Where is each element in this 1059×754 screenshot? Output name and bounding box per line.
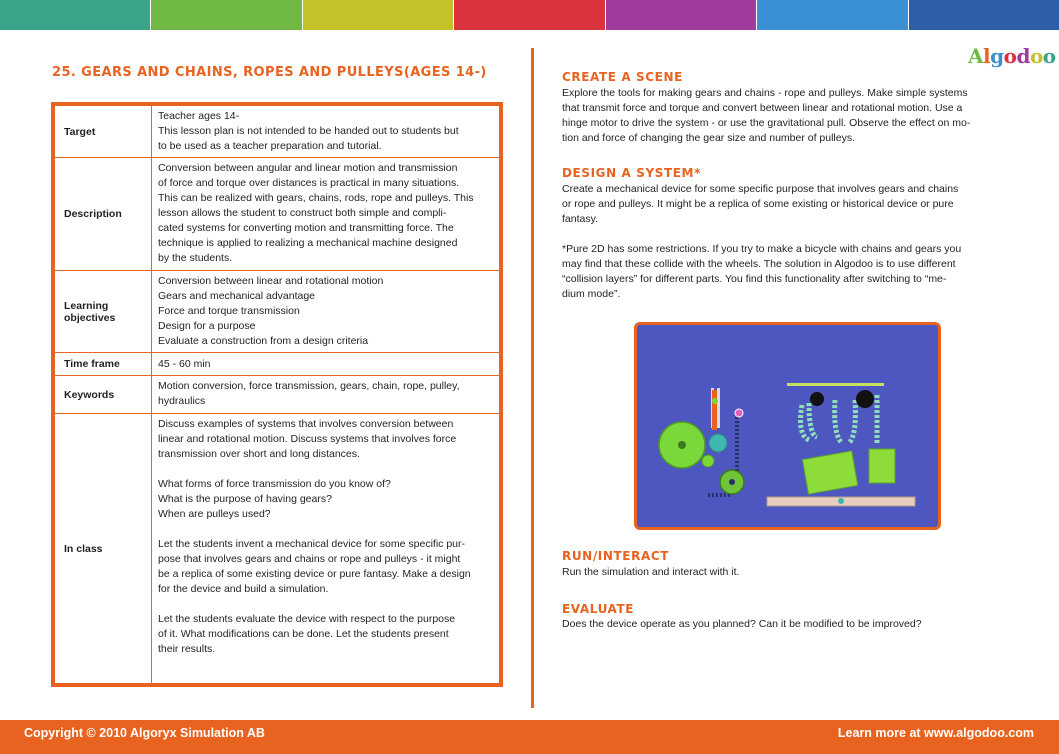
color-bar-segment: [605, 0, 756, 30]
paragraph: [158, 612, 492, 657]
simulation-illustration: [637, 325, 938, 527]
text-line: Conversion between linear and rotational motion: [158, 275, 384, 287]
row-content-in-class: [152, 414, 502, 686]
lower-gear-hub: [729, 479, 735, 485]
heading-run-interact: RUN/INTERACT: [562, 549, 670, 563]
row-content-time-frame: 45 - 60 min: [152, 353, 502, 376]
text-line: pose that involves gears and chains or rope and pulleys - it might: [158, 553, 461, 565]
text-line: technique is applied to realizing a mechanical machine designed: [158, 237, 458, 249]
small-gear: [709, 434, 727, 452]
table-row-description: [53, 158, 501, 271]
text-line: may find that these collide with the wheels. The solution in Algodoo is to use different: [562, 258, 956, 270]
text-line: dium mode”.: [562, 288, 621, 300]
logo-letter: o: [1003, 44, 1017, 68]
stand-arm: [712, 390, 717, 430]
copyright-text: Copyright © 2010 Algoryx Simulation AB: [24, 726, 265, 740]
table-row-learning-objectives: [53, 271, 501, 353]
heading-design-system: DESIGN A SYSTEM*: [562, 166, 701, 180]
row-label-in-class: In class: [53, 414, 152, 686]
text-line: of it. What modifications can be done. Let the students present: [158, 628, 449, 640]
row-label-learning-objectives: [53, 271, 152, 353]
row-label-target: Target: [53, 104, 152, 158]
paragraph: [158, 477, 492, 522]
simulation-screenshot: [634, 322, 941, 530]
logo-letter: o: [1029, 44, 1043, 68]
label-line: Learning: [64, 299, 109, 312]
row-content-learning-objectives: [152, 271, 502, 353]
heading-evaluate: EVALUATE: [562, 602, 635, 616]
table-row-target: [53, 104, 501, 158]
text-line: What is the purpose of having gears?: [158, 493, 332, 505]
color-bar: [0, 0, 1059, 30]
stand-post: [717, 388, 720, 428]
pulley-wheel: [856, 390, 874, 408]
text-line: hinge motor to drive the system - or use the gravitational pull. Observe the effect on mo-: [562, 117, 971, 129]
text-line: Discuss examples of systems that involves conversion between: [158, 418, 454, 430]
lesson-table: [51, 102, 503, 687]
text-line: Motion conversion, force transmission, gears, chain, rope, pulley,: [158, 380, 460, 392]
text-line: by the students.: [158, 252, 233, 264]
footer: [0, 720, 1059, 754]
color-bar-segment: [453, 0, 604, 30]
text-line: Explore the tools for making gears and chains - rope and pulleys. Make simple systems: [562, 87, 968, 99]
text-line: linear and rotational motion. Discuss systems that involves force: [158, 433, 457, 445]
row-label-description: Description: [53, 158, 152, 271]
text-line: Conversion between angular and linear motion and transmission: [158, 162, 458, 174]
text-design-system: [562, 182, 1012, 227]
learn-more-link[interactable]: Learn more at www.algodoo.com: [837, 726, 1034, 740]
text-line: fantasy.: [562, 213, 598, 225]
text-line: hydraulics: [158, 395, 206, 407]
text-line: Evaluate a construction from a design criteria: [158, 335, 369, 347]
large-gear-hub: [678, 441, 686, 449]
row-content-description: [152, 158, 502, 271]
paragraph: [158, 537, 492, 597]
text-line: or rope and pulleys. It might be a replica of some existing or historical device or pure: [562, 198, 954, 210]
color-bar-segment: [0, 0, 150, 30]
text-line: Teacher ages 14-: [158, 110, 240, 122]
hanging-weight: [869, 449, 895, 483]
text-line: of force and torque over distances is practical in many situations.: [158, 177, 460, 189]
text-line: for the device and build a simulation.: [158, 583, 329, 595]
color-bar-segment: [302, 0, 453, 30]
text-run-interact: Run the simulation and interact with it.: [562, 566, 740, 578]
pulley-wheel: [810, 392, 824, 406]
paragraph: [158, 417, 492, 462]
row-label-time-frame: Time frame: [53, 353, 152, 376]
pivot-joint: [712, 398, 718, 404]
text-line: to be used as a teacher preparation and tutorial.: [158, 140, 382, 152]
heading-create-scene: CREATE A SCENE: [562, 70, 683, 84]
color-bar-segment: [150, 0, 301, 30]
text-line: cated systems for converting motion and transmitting force. The: [158, 222, 454, 234]
text-line: Force and torque transmission: [158, 305, 300, 317]
small-gear: [702, 455, 714, 467]
column-divider: [531, 48, 534, 708]
text-design-note: [562, 242, 1012, 302]
row-label-keywords: Keywords: [53, 376, 152, 414]
text-line: This can be realized with gears, chains, rods, rope and pulleys. This: [158, 192, 474, 204]
text-line: lesson allows the student to construct both simple and compli-: [158, 207, 447, 219]
text-line: transmission over short and long distances.: [158, 448, 360, 460]
text-evaluate: Does the device operate as you planned? Can it be modified to be improved?: [562, 618, 922, 630]
text-line: This lesson plan is not intended to be handed out to students but: [158, 125, 459, 137]
text-line: Create a mechanical device for some specific purpose that involves gears and chains: [562, 183, 959, 195]
top-rail: [787, 383, 884, 386]
table-row-in-class: [53, 414, 501, 686]
logo-letter: g: [990, 44, 1004, 68]
text-line: When are pulleys used?: [158, 508, 271, 520]
row-content-target: [152, 104, 502, 158]
color-bar-segment: [908, 0, 1059, 30]
plank-pivot: [838, 498, 844, 504]
algodoo-logo: [968, 44, 1056, 68]
label-line: objectives: [64, 311, 116, 324]
text-line: be a replica of some existing device or pure fantasy. Make a design: [158, 568, 471, 580]
text-line: Design for a purpose: [158, 320, 256, 332]
logo-letter: l: [983, 44, 991, 68]
row-content-keywords: [152, 376, 502, 414]
page-title: 25. GEARS AND CHAINS, ROPES AND PULLEYS(AGES 14-): [52, 65, 487, 80]
text-line: Let the students evaluate the device with respect to the purpose: [158, 613, 456, 625]
text-line: tion and force of changing the gear size and number of pulleys.: [562, 132, 856, 144]
logo-letter: A: [968, 44, 984, 68]
color-bar-segment: [756, 0, 907, 30]
text-line: that transmit force and torque and convert between linear and rotational motion. Use a: [562, 102, 963, 114]
text-line: What forms of force transmission do you know of?: [158, 478, 391, 490]
logo-letter: o: [1042, 44, 1056, 68]
text-line: their results.: [158, 643, 216, 655]
table-row-time-frame: [53, 353, 501, 376]
text-line: Let the students invent a mechanical device for some specific pur-: [158, 538, 465, 550]
text-line: Gears and mechanical advantage: [158, 290, 316, 302]
table-row-keywords: [53, 376, 501, 414]
text-line: *Pure 2D has some restrictions. If you try to make a bicycle with chains and gears you: [562, 243, 962, 255]
logo-letter: d: [1016, 44, 1030, 68]
text-line: “collision layers” for different parts. You find this functionality after switching to “me-: [562, 273, 947, 285]
text-create-scene: [562, 86, 1012, 146]
top-pulley: [735, 409, 743, 417]
